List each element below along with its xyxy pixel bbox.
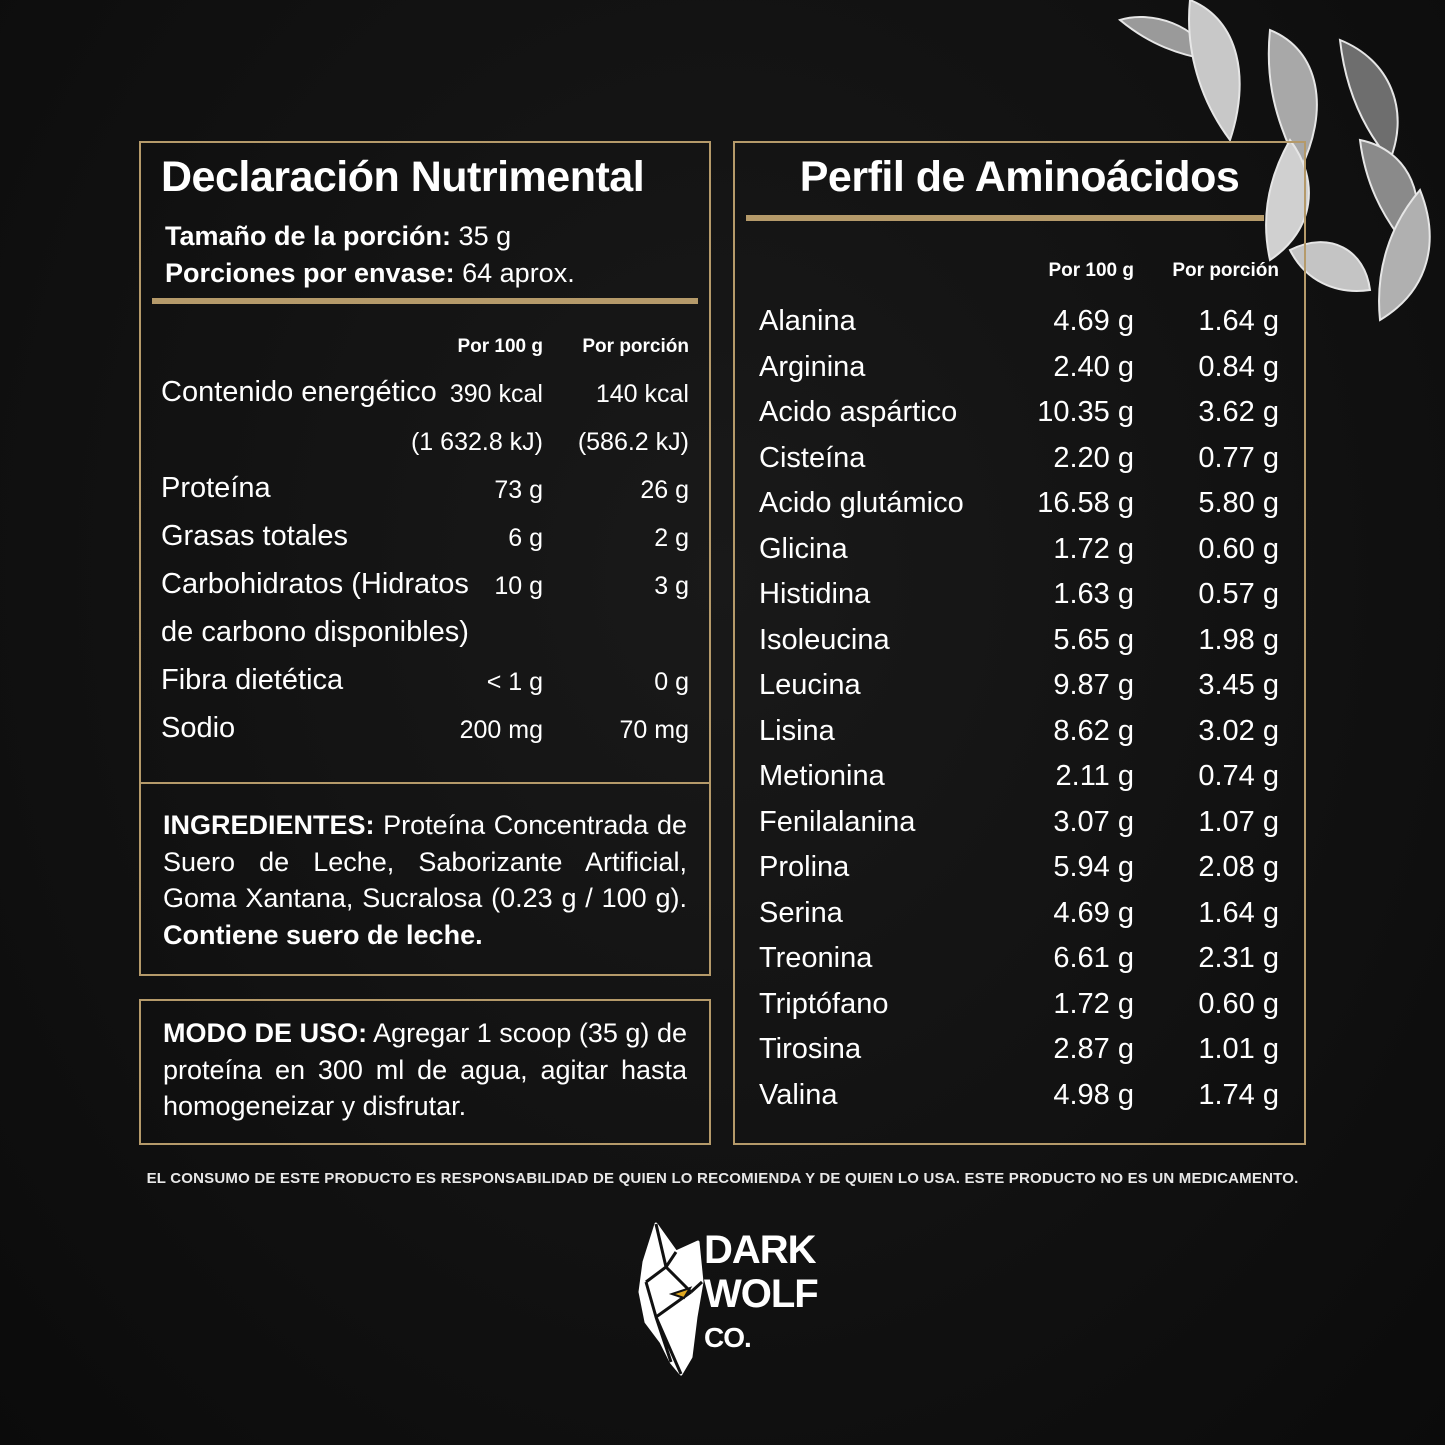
amino-name: Acido glutámico [759,487,964,519]
amino-value-portion: 1.64 g [1198,896,1279,929]
nutrient-value-100g: < 1 g [486,668,543,696]
amino-row [735,533,1304,578]
amino-value-portion: 3.02 g [1198,714,1279,747]
amino-name: Acido aspártico [759,396,958,428]
amino-value-100g: 16.58 g [1037,487,1134,519]
ingredients-label: INGREDIENTES: [163,810,375,840]
serving-size [165,221,511,252]
amino-value-100g: 2.11 g [1055,760,1134,792]
nutrient-value-100g: 200 mg [459,716,543,744]
amino-name: Prolina [759,851,850,883]
amino-row [735,669,1304,714]
nutrient-name: Fibra dietética [161,664,344,696]
nutrient-value-100g: 73 g [494,476,543,504]
amino-name: Tirosina [759,1033,862,1065]
nutrient-value-100g: (1 632.8 kJ) [410,428,543,456]
amino-value-portion: 0.60 g [1198,532,1279,565]
amino-value-100g: 9.87 g [1053,669,1134,701]
amino-row [735,396,1304,441]
amino-value-portion: 2.31 g [1198,942,1279,974]
nutrition-divider [152,298,698,304]
nutrient-value-portion: 0 g [654,668,689,696]
amino-row [735,988,1304,1033]
nutrition-row [141,424,709,470]
amino-row [735,942,1304,987]
usage-label: MODO DE USO: [163,1018,368,1048]
nutrient-value-portion: 2 g [654,524,689,552]
usage-text [163,1015,687,1125]
col-header-100g: Por 100 g [457,336,543,357]
nutrient-value-portion: 70 mg [619,716,689,744]
nutrition-title: Declaración Nutrimental [161,153,645,201]
amino-value-portion: 0.60 g [1198,987,1279,1020]
disclaimer: EL CONSUMO DE ESTE PRODUCTO ES RESPONSABILIDAD DE QUIEN LO RECOMIENDA Y DE QUIEN LO USA. ESTE PRODUCTO NO ES UN MEDICAMENTO. [146,1170,1299,1187]
servings-value: 64 aprox. [462,258,575,288]
ingredients-text [163,807,687,953]
amino-value-100g: 1.72 g [1053,532,1134,565]
amino-row [735,351,1304,396]
amino-value-portion: 1.07 g [1198,805,1279,838]
nutrient-name: Contenido energético [161,376,437,408]
amino-row [735,851,1304,896]
nutrient-name: Carbohidratos (Hidratos [161,568,469,600]
amino-name: Glicina [759,532,848,565]
amino-value-portion: 0.74 g [1198,760,1279,792]
amino-value-portion: 5.80 g [1198,487,1279,519]
amino-row [735,1079,1304,1124]
ingredients-list: Proteína Concentrada de Suero de Leche, Saborizante Artificial, Goma Xantana, Sucralosa (0.23 g / 100 g). [163,810,687,913]
nutrient-value-100g: 6 g [508,524,543,552]
amino-title: Perfil de Aminoácidos [799,153,1240,201]
nutrition-row [141,616,709,662]
brand-line-3: CO. [704,1322,751,1353]
amino-row [735,487,1304,532]
amino-name: Triptófano [759,987,889,1020]
amino-value-100g: 4.69 g [1053,896,1134,929]
amino-name: Fenilalanina [759,805,916,838]
amino-row [735,897,1304,942]
amino-name: Alanina [759,305,856,337]
amino-name: Isoleucina [759,623,890,656]
amino-value-100g: 5.65 g [1053,623,1134,656]
nutrition-panel [139,141,711,784]
usage-panel [139,999,711,1145]
amino-row [735,578,1304,623]
nutrient-value-100g: 10 g [494,572,543,600]
amino-value-portion: 1.74 g [1198,1078,1279,1111]
usage-instructions: Agregar 1 scoop (35 g) de proteína en 300 ml de agua, agitar hasta homogeneizar y disfrutar. [163,1018,687,1121]
ingredients-panel [139,782,711,976]
amino-row [735,305,1304,350]
amino-row [735,715,1304,760]
nutrient-value-portion: 3 g [654,572,689,600]
wolf-head-icon [636,1222,706,1377]
amino-value-100g: 6.61 g [1053,942,1134,974]
amino-value-portion: 1.64 g [1198,305,1279,337]
brand-logo [636,1222,816,1382]
serving-size-label: Tamaño de la porción: [165,221,452,251]
amino-value-portion: 3.45 g [1198,669,1279,701]
allergen-note: Contiene suero de leche. [163,919,483,950]
amino-value-100g: 4.98 g [1053,1078,1134,1111]
brand-line-1: DARK [704,1228,816,1272]
amino-value-portion: 1.98 g [1198,623,1279,656]
amino-col-header-portion: Por porción [1172,260,1279,281]
amino-value-portion: 2.08 g [1198,851,1279,883]
amino-value-portion: 1.01 g [1198,1033,1279,1065]
amino-name: Histidina [759,578,871,610]
amino-value-portion: 0.77 g [1198,441,1279,474]
nutrition-row [141,376,709,422]
nutrition-row [141,712,709,758]
nutrition-row [141,472,709,518]
servings-per-container [165,258,575,289]
nutrient-name: Grasas totales [161,520,348,552]
col-header-portion: Por porción [582,336,689,357]
amino-value-portion: 0.57 g [1198,578,1279,610]
serving-size-value: 35 g [458,221,512,251]
amino-row [735,442,1304,487]
amino-value-100g: 1.63 g [1053,578,1134,610]
amino-value-100g: 8.62 g [1053,714,1134,747]
nutrient-name: Proteína [161,472,271,504]
amino-panel [733,141,1306,1145]
amino-value-100g: 5.94 g [1053,851,1134,883]
amino-name: Leucina [759,669,861,701]
nutrient-name: de carbono disponibles) [161,616,469,648]
nutrition-row [141,568,709,614]
brand-line-2: WOLF [704,1272,818,1316]
amino-value-portion: 3.62 g [1198,396,1279,428]
nutrition-row [141,520,709,566]
amino-name: Cisteína [759,441,866,474]
amino-value-100g: 2.40 g [1053,350,1134,383]
amino-name: Metionina [759,760,885,792]
nutrient-value-portion: 26 g [640,476,689,504]
amino-value-100g: 1.72 g [1053,987,1134,1020]
amino-value-100g: 3.07 g [1053,805,1134,838]
nutrient-value-100g: 390 kcal [449,380,543,408]
amino-divider [746,215,1264,221]
amino-row [735,760,1304,805]
amino-row [735,1033,1304,1078]
amino-name: Valina [759,1078,838,1111]
nutrient-value-portion: (586.2 kJ) [577,428,689,456]
amino-col-header-100g: Por 100 g [1048,260,1134,281]
amino-name: Arginina [759,350,866,383]
nutrient-name: Sodio [161,712,236,744]
amino-row [735,624,1304,669]
amino-value-100g: 2.87 g [1053,1033,1134,1065]
amino-name: Lisina [759,714,835,747]
amino-value-100g: 2.20 g [1053,441,1134,474]
servings-label: Porciones por envase: [165,258,455,288]
amino-value-100g: 10.35 g [1037,396,1134,428]
amino-name: Treonina [759,942,873,974]
amino-value-portion: 0.84 g [1198,350,1279,383]
amino-row [735,806,1304,851]
nutrition-row [141,664,709,710]
nutrient-value-portion: 140 kcal [595,380,689,408]
amino-value-100g: 4.69 g [1053,305,1134,337]
amino-name: Serina [759,896,843,929]
